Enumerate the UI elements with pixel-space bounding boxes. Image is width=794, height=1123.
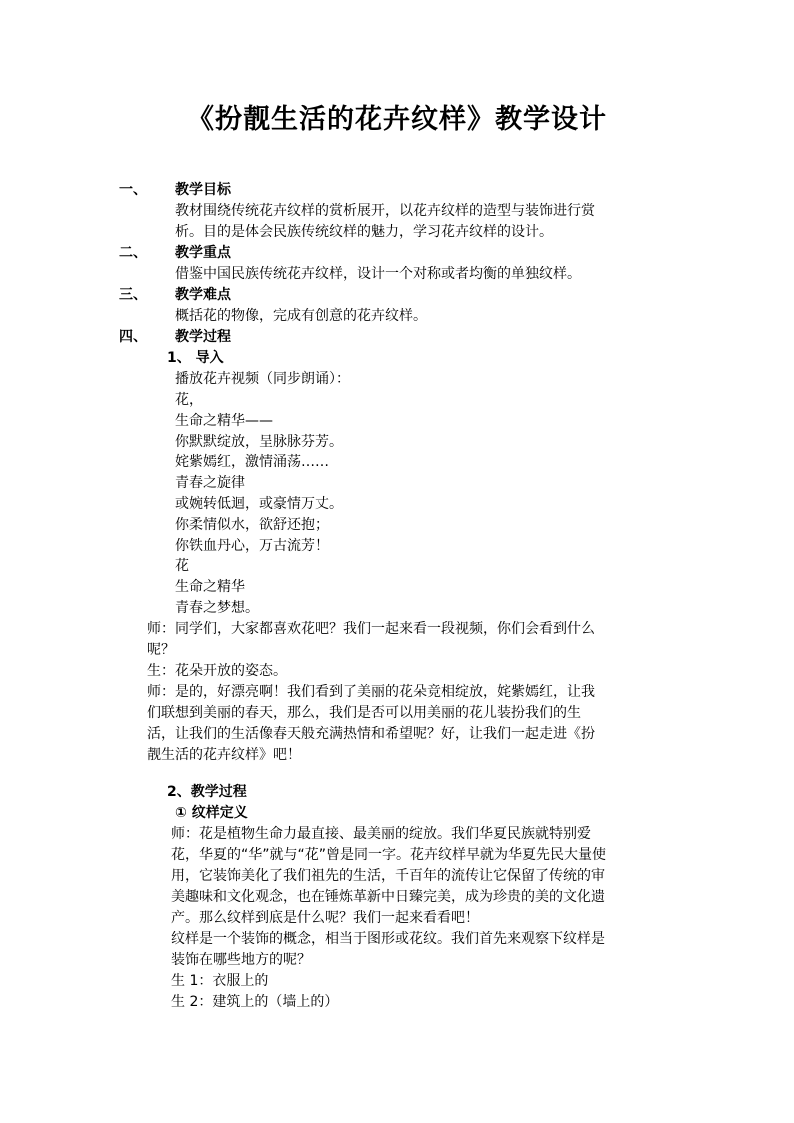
text-line: 生 1：衣服上的 — [171, 973, 269, 989]
section-heading: 教学重点 — [175, 245, 231, 261]
text-line: 析。目的是体会民族传统纹样的魅力，学习花卉纹样的设计。 — [175, 224, 553, 240]
poem-line: 青春之旋律 — [175, 475, 245, 491]
poem-line: 或婉转低迴，或豪情万丈。 — [175, 496, 343, 512]
text-line: 装饰在哪些地方的呢？ — [171, 952, 311, 968]
section-heading: 教学过程 — [175, 329, 231, 345]
text-line: 教材围绕传统花卉纹样的赏析展开，以花卉纹样的造型与装饰进行赏 — [175, 203, 595, 219]
dialogue-line: 生：花朵开放的姿态。 — [147, 663, 287, 679]
sub-heading-intro: 1、 导入 — [167, 350, 224, 366]
text-line: 概括花的物像，完成有创意的花卉纹样。 — [175, 308, 427, 324]
section-number: 一、 — [119, 182, 147, 198]
sub-sub-heading-definition: ① 纹样定义 — [175, 805, 248, 821]
poem-line: 播放花卉视频（同步朗诵）： — [175, 371, 350, 387]
poem-line: 你默默绽放，呈脉脉芬芳。 — [175, 434, 343, 450]
dialogue-line: 呢？ — [147, 642, 175, 658]
text-line: 用，它装饰美化了我们祖先的生活，千百年的流传让它保留了传统的审 — [171, 868, 605, 884]
dialogue-line: 师：同学们，大家都喜欢花吧？我们一起来看一段视频，你们会看到什么 — [147, 621, 595, 637]
poem-line: 花， — [175, 392, 203, 408]
dialogue-line: 们联想到美丽的春天，那么，我们是否可以用美丽的花儿装扮我们的生 — [147, 705, 581, 721]
text-line: 师：花是植物生命力最直接、最美丽的绽放。我们华夏民族就特别爱 — [171, 826, 591, 842]
poem-line: 你柔情似水，欲舒还抱； — [175, 517, 329, 533]
text-line: 花，华夏的“华”就与“花”曾是同一字。花卉纹样早就为华夏先民大量使 — [171, 847, 607, 863]
poem-line: 姹紫嫣红，激情涌荡…… — [175, 454, 329, 470]
section-heading: 教学难点 — [175, 287, 231, 303]
sub-heading-process: 2、教学过程 — [167, 784, 247, 800]
section-heading: 教学目标 — [175, 182, 231, 198]
text-line: 生 2：建筑上的（墙上的） — [171, 994, 339, 1010]
section-number: 四、 — [119, 329, 147, 345]
section-number: 二、 — [119, 245, 147, 261]
poem-line: 花 — [175, 558, 189, 574]
dialogue-line: 活，让我们的生活像春天般充满热情和希望呢？好，让我们一起走进《扮 — [147, 726, 595, 742]
poem-line: 生命之精华 — [175, 579, 245, 595]
dialogue-line: 靓生活的花卉纹样》吧！ — [147, 747, 301, 763]
poem-line: 青春之梦想。 — [175, 600, 259, 616]
poem-line: 生命之精华—— — [175, 413, 273, 429]
text-line: 产。那么纹样到底是什么呢？我们一起来看看吧！ — [171, 910, 479, 926]
poem-line: 你铁血丹心，万古流芳！ — [175, 538, 329, 554]
text-line: 美趣味和文化观念，也在锤炼革新中日臻完美，成为珍贵的美的文化遗 — [171, 889, 605, 905]
section-number: 三、 — [119, 287, 147, 303]
text-line: 借鉴中国民族传统花卉纹样，设计一个对称或者均衡的单独纹样。 — [175, 266, 581, 282]
text-line: 纹样是一个装饰的概念，相当于图形或花纹。我们首先来观察下纹样是 — [171, 931, 605, 947]
page-title: 《扮靓生活的花卉纹样》教学设计 — [187, 104, 607, 135]
dialogue-line: 师：是的，好漂亮啊！我们看到了美丽的花朵竞相绽放，姹紫嫣红，让我 — [147, 684, 595, 700]
